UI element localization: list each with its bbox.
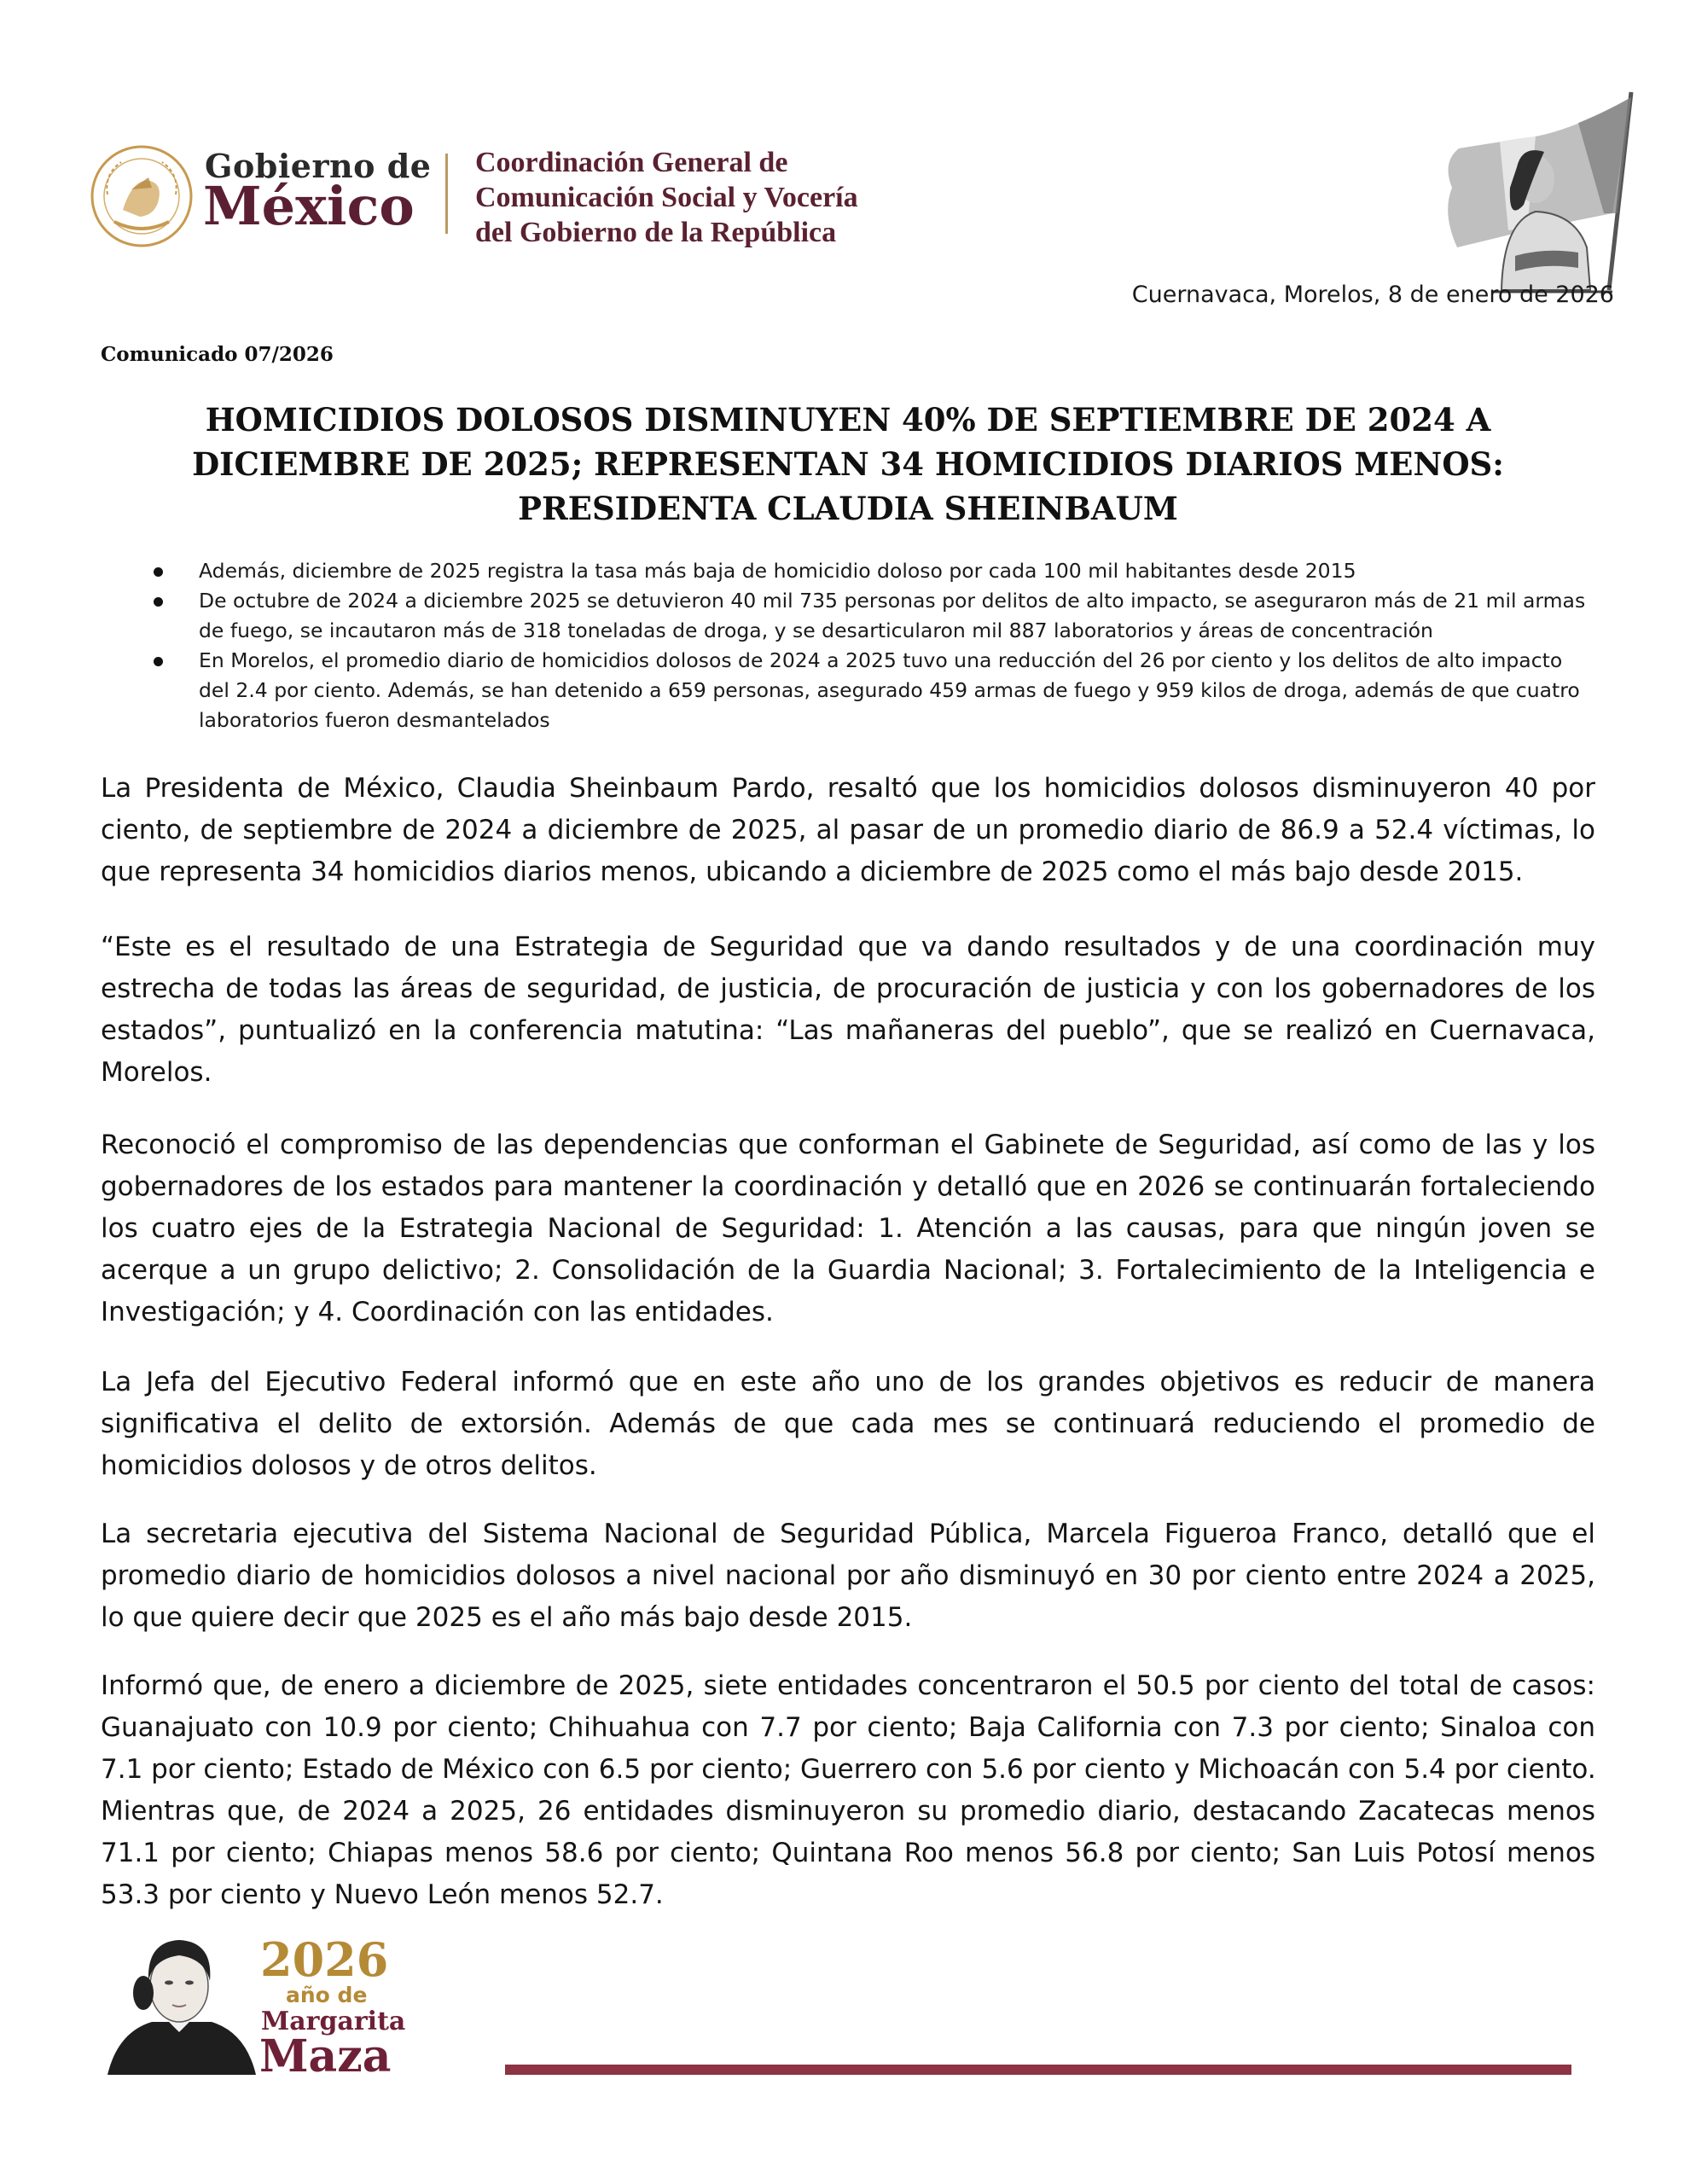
paragraph-line: Mientras que, de 2024 a 2025, 26 entidades disminuyeron su promedio diario, destacando Zacatecas menos — [101, 1796, 1595, 1827]
paragraph-line: 53.3 por ciento y Nuevo León menos 52.7. — [101, 1879, 664, 1910]
paragraph-line: ciento, de septiembre de 2024 a diciembre de 2025, al pasar de un promedio diario de 86.9 a 52.4 víctimas, lo — [101, 815, 1595, 845]
paragraph-line: acerque a un grupo delictivo; 2. Consolidación de la Guardia Nacional; 3. Fortalecimiento de la Inteligencia e — [101, 1255, 1595, 1286]
footer-name-last: Maza — [259, 2030, 392, 2082]
list-item — [101, 646, 1595, 735]
woman-with-flag-illustration-icon — [1408, 85, 1647, 294]
bullet-icon — [154, 567, 163, 577]
paragraph-line: Guanajuato con 10.9 por ciento; Chihuahua con 7.7 por ciento; Baja California con 7.3 por ciento; Sinaloa con — [101, 1712, 1595, 1743]
office-name-line: Comunicación Social y Vocería — [475, 182, 858, 213]
header-divider — [445, 154, 448, 234]
list-item-text: del 2.4 por ciento. Además, se han detenido a 659 personas, asegurado 459 armas de fuego y 959 kilos de droga, además de que cuatro — [199, 678, 1580, 702]
paragraph-line: significativa el delito de extorsión. Además de que cada mes se continuará reduciendo el promedio de — [101, 1409, 1595, 1439]
paragraph-line: lo que quiere decir que 2025 es el año más bajo desde 2015. — [101, 1602, 913, 1633]
paragraph-4 — [101, 1362, 1595, 1487]
title-line: PRESIDENTA CLAUDIA SHEINBAUM — [518, 490, 1178, 527]
paragraph-line: 71.1 por ciento; Chiapas menos 58.6 por ciento; Quintana Roo menos 56.8 por ciento; San Luis Potosí menos — [101, 1838, 1595, 1868]
list-item-text: En Morelos, el promedio diario de homicidios dolosos de 2024 a 2025 tuvo una reducción del 26 por ciento y los delitos de alto impacto — [199, 648, 1563, 672]
list-item — [101, 586, 1595, 646]
margarita-maza-portrait-icon — [101, 1930, 258, 2077]
list-item-text: laboratorios fueron desmantelados — [199, 708, 550, 732]
logo-text-mexico: México — [203, 175, 415, 237]
paragraph-line: La secretaria ejecutiva del Sistema Nacional de Seguridad Pública, Marcela Figueroa Franco, detalló que el — [101, 1519, 1595, 1549]
paragraph-line: homicidios dolosos y de otros delitos. — [101, 1450, 597, 1481]
bullet-icon — [154, 657, 163, 666]
paragraph-line: 7.1 por ciento; Estado de México con 6.5 por ciento; Guerrero con 5.6 por ciento y Michoacán con 5.4 por ciento. — [101, 1754, 1596, 1785]
date-location: Cuernavaca, Morelos, 8 de enero de 2026 — [1131, 282, 1614, 308]
paragraph-line: Morelos. — [101, 1057, 212, 1088]
footer-ano-de: año de — [286, 1983, 368, 2007]
list-item-text: de fuego, se incautaron más de 318 toneladas de droga, y se desarticularon mil 887 laboratorios y áreas de concentración — [199, 619, 1433, 642]
paragraph-3 — [101, 1124, 1595, 1333]
list-item — [101, 556, 1595, 586]
paragraph-line: Reconoció el compromiso de las dependencias que conforman el Gabinete de Seguridad, así como de las y los — [101, 1130, 1595, 1160]
page-title — [101, 398, 1595, 531]
title-line: DICIEMBRE DE 2025; REPRESENTAN 34 HOMICIDIOS DIARIOS MENOS: — [192, 445, 1504, 483]
paragraph-line: promedio diario de homicidios dolosos a nivel nacional por año disminuyó en 30 por ciento entre 2024 a 2025, — [101, 1560, 1595, 1591]
bullet-icon — [154, 597, 163, 607]
paragraph-5 — [101, 1513, 1595, 1639]
paragraph-6 — [101, 1665, 1595, 1916]
list-item-text: De octubre de 2024 a diciembre 2025 se detuvieron 40 mil 735 personas por delitos de alto impacto, se aseguraron más de 21 mil armas — [199, 589, 1586, 613]
paragraph-2 — [101, 926, 1595, 1094]
paragraph-line: los cuatro ejes de la Estrategia Nacional de Seguridad: 1. Atención a las causas, para que ningún joven se — [101, 1213, 1595, 1244]
communique-number: Comunicado 07/2026 — [101, 343, 334, 366]
paragraph-line: Investigación; y 4. Coordinación con las entidades. — [101, 1297, 774, 1327]
paragraph-line: La Jefa del Ejecutivo Federal informó que en este año uno de los grandes objetivos es reducir de manera — [101, 1367, 1595, 1397]
footer-divider — [505, 2065, 1571, 2075]
paragraph-line: estados”, puntualizó en la conferencia matutina: “Las mañaneras del pueblo”, que se realizó en Cuernavaca, — [101, 1015, 1595, 1046]
logo-text-gobierno-de: Gobierno de — [205, 147, 432, 185]
paragraph-line: que representa 34 homicidios diarios menos, ubicando a diciembre de 2025 como el más bajo desde 2015. — [101, 857, 1524, 887]
paragraph-line: Informó que, de enero a diciembre de 2025, siete entidades concentraron el 50.5 por ciento del total de casos: — [101, 1670, 1595, 1701]
paragraph-line: “Este es el resultado de una Estrategia de Seguridad que va dando resultados y de una coordinación muy — [101, 932, 1595, 962]
paragraph-line: estrecha de todas las áreas de seguridad, de justicia, de procuración de justicia y con los gobernadores de los — [101, 973, 1595, 1004]
paragraph-line: La Presidenta de México, Claudia Sheinbaum Pardo, resaltó que los homicidios dolosos disminuyeron 40 por — [101, 773, 1595, 804]
coat-of-arms-seal-icon — [89, 143, 195, 249]
paragraph-1 — [101, 768, 1595, 893]
list-item-text: Además, diciembre de 2025 registra la tasa más baja de homicidio doloso por cada 100 mil habitantes desde 2015 — [199, 559, 1356, 583]
paragraph-line: gobernadores de los estados para mantener la coordinación y detalló que en 2026 se continuarán fortaleciendo — [101, 1171, 1595, 1202]
office-name — [475, 145, 858, 250]
footer-name-first: Margarita — [261, 2007, 406, 2036]
title-line: HOMICIDIOS DOLOSOS DISMINUYEN 40% DE SEPTIEMBRE DE 2024 A — [205, 401, 1491, 439]
office-name-line: del Gobierno de la República — [475, 217, 837, 248]
highlights-list — [101, 556, 1595, 735]
footer-year: 2026 — [260, 1932, 389, 1987]
office-name-line: Coordinación General de — [475, 147, 788, 178]
